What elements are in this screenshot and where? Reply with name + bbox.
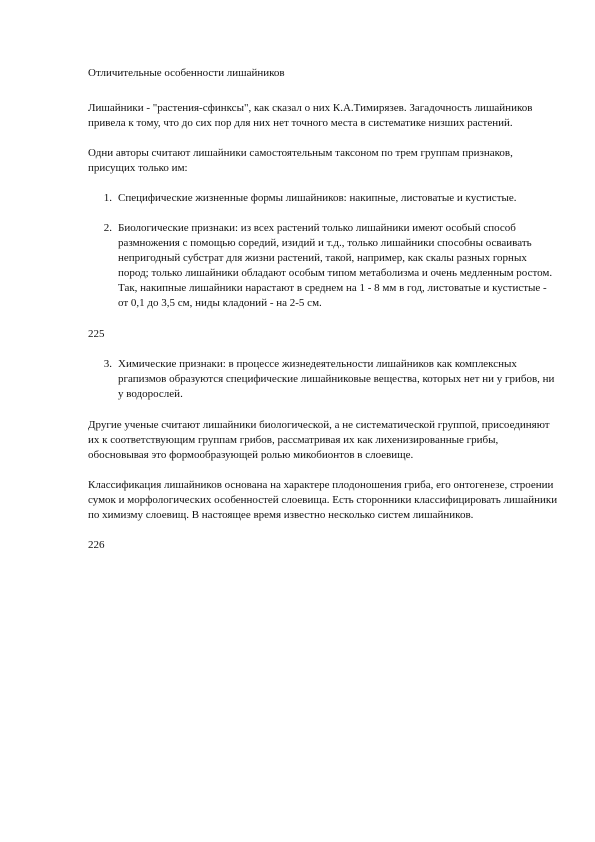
feature-list-part-2 [88, 357, 558, 402]
list-item-text: Специфические жизненные формы лишайников: накипные, листоватые и кустистые. [118, 192, 517, 204]
list-item-text: Биологические признаки: из всех растений только лишайники имеют особый способ размножения с помощью соредий, изидий и т.д., только лишайники способны осваивать непригодный субстрат для жизни растений, такой, например, как скалы разных горных пород; только лишайники обладают особым типом метаболизма и очень медленным ростом. Так, накипные лишайники нарастают в среднем на 1 - 8 мм в год, листоватые и кустистые - от 0,1 до 3,5 см, ниды кладоний - на 2-5 см. [118, 222, 553, 309]
list-item-text: Химические признаки: в процессе жизнедеятельности лишайников как комплексных ргапизмов образуются специфические лишайниковые вещества, которых нет ни у грибов, ни у водорослей. [118, 358, 555, 400]
page-number: 225 [88, 328, 105, 340]
document-title: Отличительные особенности лишайников [88, 67, 285, 79]
page-number: 226 [88, 539, 105, 551]
feature-list-part-1 [88, 191, 558, 311]
list-item-number: 2. [103, 222, 112, 234]
list-item-number: 1. [103, 192, 112, 204]
list-item-number: 3. [103, 358, 112, 370]
intro-paragraph: Лишайники - "растения-сфинксы", как сказал о них К.А.Тимирязев. Загадочность лишайников привела к тому, что до сих пор для них нет точного места в систематике низших растений. [88, 102, 533, 129]
list-item [88, 191, 558, 206]
document-body [88, 66, 558, 568]
others-paragraph: Другие ученые считают лишайники биологической, а не систематической группой, присоединяют их к соответствующим группам грибов, рассматривая их как лихенизированные грибы, обосновывая это формообразующей ролью микобионтов в слоевище. [88, 419, 550, 461]
classification-paragraph: Классификация лишайников основана на характере плодоношения гриба, его онтогенезе, строении сумок и морфологических особенностей слоевища. Есть сторонники классифицировать лишайники по химизму слоевищ. В настоящее время известно несколько систем лишайников. [88, 479, 558, 521]
authors-paragraph: Одни авторы считают лишайники самостоятельным таксоном по трем группам признаков, присущих только им: [88, 147, 513, 174]
list-item [88, 357, 558, 402]
list-item [88, 221, 558, 311]
